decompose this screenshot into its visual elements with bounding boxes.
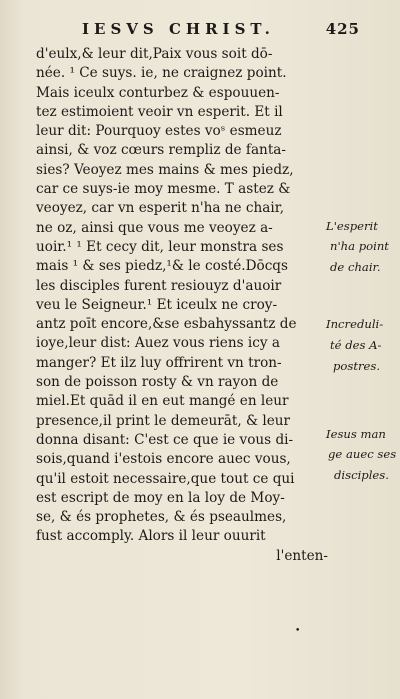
text-line: miel.Et quād il en eut mangé en leur	[36, 393, 289, 410]
page-number: 425	[325, 20, 360, 38]
text-line: sies? Veoyez mes mains & mes piedz,	[36, 161, 294, 178]
page-header	[40, 20, 360, 38]
text-line: manger? Et ilz luy offrirent vn tron-	[36, 354, 282, 371]
margin-note: té des A-	[330, 338, 382, 352]
text-line: mais ¹ & ses piedz,¹& le costé.Dōcqs	[36, 258, 288, 275]
text-line: se, & és prophetes, & és pseaulmes,	[36, 509, 287, 526]
text-line: ioye,leur dist: Auez vous riens icy a	[36, 335, 280, 352]
text-line: tez estimoient veoir vn esperit. Et il	[36, 103, 283, 120]
text-line: ne oz, ainsi que vous me veoyez a-	[36, 219, 273, 236]
margin-note: disciples.	[334, 468, 389, 482]
text-line: veu le Seigneur.¹ Et iceulx ne croy-	[36, 296, 278, 313]
text-line: est escript de moy en la loy de Moy-	[36, 489, 285, 506]
margin-note: Iesus man	[326, 427, 386, 441]
text-line: née. ¹ Ce suys. ie, ne craignez point.	[36, 65, 287, 82]
text-line: d'eulx,& leur dit,Paix vous soit dō-	[36, 46, 273, 62]
body-text-block	[36, 45, 328, 566]
margin-note: postres.	[333, 359, 381, 373]
text-line: qu'il estoit necessaire,que tout ce qui	[36, 470, 295, 487]
margin-note: Increduli-	[326, 317, 384, 331]
text-line: Mais iceulx conturbez & espouuen-	[36, 84, 280, 101]
margin-note: de chair.	[330, 260, 381, 274]
text-line: fust accomply. Alors il leur ouurit	[36, 528, 266, 545]
text-line: sois,quand i'estois encore auec vous,	[36, 451, 291, 468]
text-line: veoyez, car vn esperit n'ha ne chair,	[36, 200, 285, 217]
text-line: donna disant: C'est ce que ie vous di-	[36, 431, 294, 448]
text-line: les disciples furent resiouyz d'auoir	[36, 277, 282, 294]
text-line: presence,il print le demeurāt, & leur	[36, 412, 291, 429]
printer-mark: •	[295, 626, 301, 636]
running-title: IESVS CHRIST.	[82, 20, 275, 38]
text-line: ainsi, & voz cœurs rempliz de fanta-	[36, 142, 286, 159]
text-line: antz poīt encore,&se esbahyssantz de	[36, 316, 297, 333]
text-line: son de poisson rosty & vn rayon de	[36, 374, 279, 391]
margin-note: L'esperit	[326, 219, 378, 233]
catchword: l'enten-	[276, 547, 328, 564]
margin-note: ge auec ses	[328, 447, 397, 461]
text-line: leur dit: Pourquoy estes voˢ esmeuz	[36, 123, 282, 140]
text-line: car ce suys-ie moy mesme. T astez &	[36, 181, 291, 198]
margin-note: n'ha point	[330, 239, 389, 253]
text-line: uoir.¹ ¹ Et cecy dit, leur monstra ses	[36, 238, 284, 255]
